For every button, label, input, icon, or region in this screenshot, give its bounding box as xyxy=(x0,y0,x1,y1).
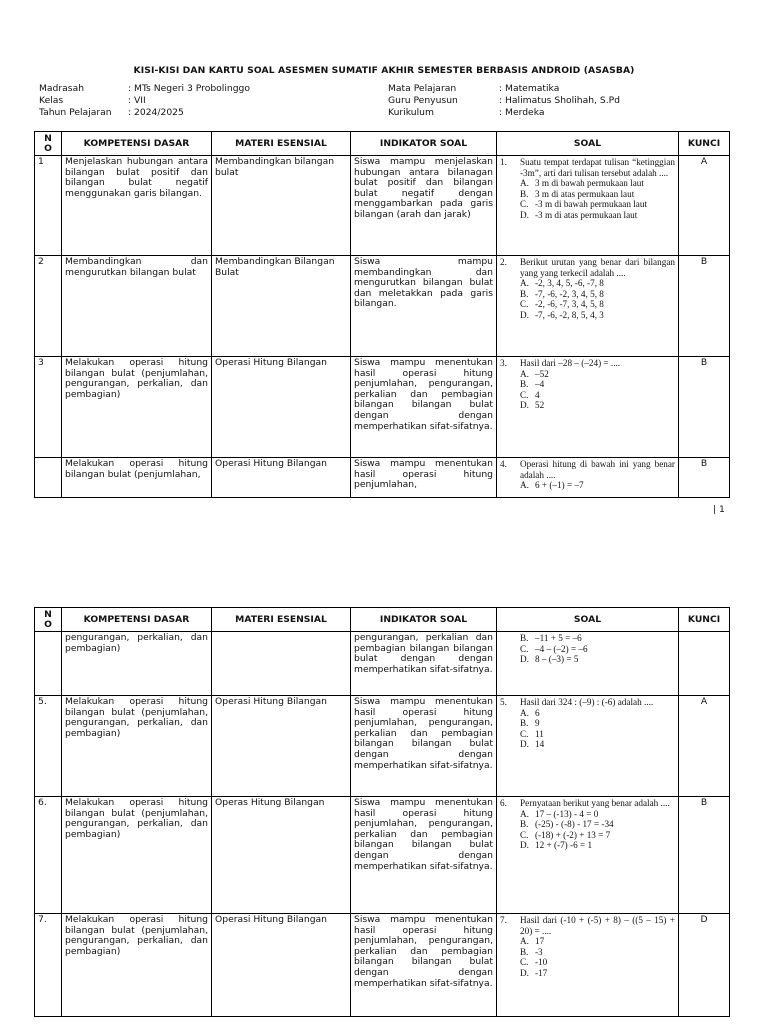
question-number: 7. xyxy=(500,915,507,925)
option-text: -7, -6, -2, 8, 5, 4, 3 xyxy=(535,309,604,320)
table-body xyxy=(35,156,730,498)
cell-materi-esensial: Operasi Hitung Bilangan xyxy=(212,914,351,1017)
answer-option xyxy=(500,718,675,729)
document-page-2 xyxy=(0,600,768,1024)
table-row xyxy=(35,797,730,914)
answer-option xyxy=(500,809,675,820)
meta-label: Madrasah xyxy=(39,83,85,94)
document-title: KISI-KISI DAN KARTU SOAL ASESMEN SUMATIF AKHIR SEMESTER BERBASIS ANDROID (ASASBA) xyxy=(133,65,635,76)
table-body xyxy=(35,632,730,1017)
cell-kompetensi-dasar: Melakukan operasi hitung bilangan bulat (penjumlahan, pengurangan, perkalian, dan pembagian) xyxy=(62,357,212,458)
meta-kurikulum xyxy=(388,107,620,119)
meta-kelas xyxy=(39,95,250,107)
cell-indikator-soal: Siswa mampu menentukan hasil operasi hitung penjumlahan, pengurangan, perkalian dan pembagian bilangan bilangan bulat dengan dengan memperhatikan sifat-sifatnya. xyxy=(351,696,497,797)
cell-soal xyxy=(497,696,679,797)
question-number: 3. xyxy=(500,358,507,368)
option-text: 3 m di bawah permukaan laut xyxy=(535,178,644,189)
header-materi-esensial: MATERI ESENSIAL xyxy=(212,132,351,156)
question-text: Berikut urutan yang benar dari bilangan yang yang terkecil adalah .... xyxy=(520,257,675,278)
cell-no xyxy=(35,632,62,696)
cell-materi-esensial: Membandingkan Bilangan Bulat xyxy=(212,256,351,357)
cell-kompetensi-dasar: Melakukan operasi hitung bilangan bulat (penjumlahan, pengurangan, perkalian, dan pembagian) xyxy=(62,797,212,914)
answer-option xyxy=(500,968,675,979)
meta-label: Mata Pelajaran xyxy=(388,83,457,94)
cell-kompetensi-dasar: pengurangan, perkalian, dan pembagian) xyxy=(62,632,212,696)
meta-guru-penyusun xyxy=(388,95,620,107)
cell-kompetensi-dasar: Menjelaskan hubungan antara bilangan bulat positif dan bilangan bulat negatif menggunakan garis bilangan. xyxy=(62,156,212,256)
cell-indikator-soal: Siswa mampu membandingkan dan mengurutkan bilangan bulat dan meletakkan pada garis bilangan. xyxy=(351,256,497,357)
option-letter: C. xyxy=(520,643,529,654)
option-text: -7, -6, -2, 3, 4, 5, 8 xyxy=(535,288,604,299)
question-stem xyxy=(500,459,675,480)
option-letter: A. xyxy=(520,707,529,718)
option-text: 3 m di atas permukaan laut xyxy=(535,188,635,199)
question-number: 2. xyxy=(500,257,507,267)
cell-kunci: D xyxy=(679,914,730,1017)
meta-mata-pelajaran xyxy=(388,83,620,95)
header-materi-esensial: MATERI ESENSIAL xyxy=(212,608,351,632)
option-letter: A. xyxy=(520,480,529,491)
option-letter: A. xyxy=(520,808,529,819)
option-letter: D. xyxy=(520,739,529,750)
header-soal: SOAL xyxy=(497,608,679,632)
option-letter: B. xyxy=(520,718,529,729)
meta-value: : Merdeka xyxy=(499,107,545,118)
question-stem xyxy=(500,697,675,708)
option-text: 6 + (–1) = –7 xyxy=(535,480,584,491)
answer-option xyxy=(500,654,675,665)
option-letter: B. xyxy=(520,946,529,957)
cell-kunci: B xyxy=(679,357,730,458)
cell-no: 6. xyxy=(35,797,62,914)
meta-label: Kurikulum xyxy=(388,107,434,118)
question-stem xyxy=(500,798,675,809)
header-kunci: KUNCI xyxy=(679,132,730,156)
cell-indikator-soal: Siswa mampu menentukan hasil operasi hitung penjumlahan, pengurangan, perkalian dan pembagian bilangan bilangan bulat dengan dengan memperhatikan sifat-sifatnya. xyxy=(351,357,497,458)
answer-option xyxy=(500,178,675,189)
cell-materi-esensial: Operasi Hitung Bilangan xyxy=(212,458,351,498)
header-no: N O xyxy=(35,132,62,156)
question-text: Hasil dari –28 – (–24) = .... xyxy=(520,358,621,368)
option-text: -3 m di bawah permukaan laut xyxy=(535,199,647,210)
option-text: –52 xyxy=(535,368,549,379)
meta-tahun-pelajaran xyxy=(39,107,250,119)
option-text: -3 m di atas permukaan laut xyxy=(535,209,638,220)
option-letter: D. xyxy=(520,840,529,851)
option-letter: D. xyxy=(520,209,529,220)
table-row xyxy=(35,357,730,458)
option-letter: B. xyxy=(520,188,529,199)
table-header-row xyxy=(35,608,730,632)
option-text: –4 – (–2) = –6 xyxy=(535,643,588,654)
answer-option xyxy=(500,199,675,210)
option-letter: A. xyxy=(520,936,529,947)
cell-indikator-soal: Siswa mampu menentukan hasil operasi hitung penjumlahan, pengurangan, perkalian dan pembagian bilangan bilangan bulat dengan dengan memperhatikan sifat-sifatnya. xyxy=(351,914,497,1017)
option-text: -2, 3, 4, 5, -6, -7, 8 xyxy=(535,278,604,289)
option-text: 17 xyxy=(535,936,545,947)
header-no: N O xyxy=(35,608,62,632)
question-text: Pernyataan berikut yang benar adalah .... xyxy=(520,798,670,808)
cell-soal xyxy=(497,156,679,256)
option-letter: B. xyxy=(520,819,529,830)
option-text: -3 xyxy=(535,946,543,957)
option-text: 6 xyxy=(535,707,540,718)
option-letter: D. xyxy=(520,400,529,411)
option-text: 12 + (-7) -6 = 1 xyxy=(535,840,593,851)
table-row xyxy=(35,256,730,357)
cell-kunci: A xyxy=(679,696,730,797)
meta-label: Tahun Pelajaran xyxy=(39,107,112,118)
cell-materi-esensial: Membandingkan bilangan bulat xyxy=(212,156,351,256)
cell-materi-esensial: Operasi Hitung Bilangan xyxy=(212,696,351,797)
option-letter: D. xyxy=(520,654,529,665)
cell-no: 2 xyxy=(35,256,62,357)
meta-label: Guru Penyusun xyxy=(388,95,458,106)
answer-option xyxy=(500,708,675,719)
question-text: Suatu tempat terdapat tulisan “ketinggian -3m”, arti dari tulisan tersebut adalah .... xyxy=(520,157,675,178)
answer-option xyxy=(500,310,675,321)
question-number: 4. xyxy=(500,459,507,469)
option-letter: A. xyxy=(520,178,529,189)
meta-value: : Halimatus Sholihah, S.Pd xyxy=(499,95,620,106)
cell-kunci: B xyxy=(679,797,730,914)
option-text: 17 – (-13) - 4 = 0 xyxy=(535,808,599,819)
answer-option xyxy=(500,210,675,221)
cell-indikator-soal: Siswa mampu menentukan hasil operasi hitung penjumlahan, pengurangan, perkalian dan pembagian bilangan bilangan bulat dengan dengan memperhatikan sifat-sifatnya. xyxy=(351,797,497,914)
header-kompetensi-dasar: KOMPETENSI DASAR xyxy=(62,608,212,632)
option-text: 8 – (–3) = 5 xyxy=(535,654,579,665)
option-text: –4 xyxy=(535,379,545,390)
answer-option xyxy=(500,840,675,851)
question-number: 1. xyxy=(500,157,507,167)
answer-option xyxy=(500,400,675,411)
answer-option xyxy=(500,739,675,750)
option-text: 11 xyxy=(535,728,544,739)
cell-indikator-soal: Siswa mampu menjelaskan hubungan antara bilanagan bulat positif dan bilangan bulat negatif dengan menggambarkan pada garis bilangan (arah dan jarak) xyxy=(351,156,497,256)
answer-option xyxy=(500,379,675,390)
question-number: 5. xyxy=(500,697,507,707)
cell-materi-esensial: Operas Hitung Bilangan xyxy=(212,797,351,914)
cell-kunci: A xyxy=(679,156,730,256)
cell-kompetensi-dasar: Melakukan operasi hitung bilangan bulat (penjumlahan, xyxy=(62,458,212,498)
answer-option xyxy=(500,729,675,740)
cell-kompetensi-dasar: Membandingkan dan mengurutkan bilangan bulat xyxy=(62,256,212,357)
cell-soal xyxy=(497,914,679,1017)
cell-soal xyxy=(497,797,679,914)
meta-value: : MTs Negeri 3 Probolinggo xyxy=(128,83,251,94)
header-soal: SOAL xyxy=(497,132,679,156)
cell-no: 1 xyxy=(35,156,62,256)
cell-no: 7. xyxy=(35,914,62,1017)
question-stem xyxy=(500,358,675,369)
question-stem xyxy=(500,157,675,178)
question-number: 6. xyxy=(500,798,507,808)
header-kunci: KUNCI xyxy=(679,608,730,632)
option-text: -2, -6, -7, 3, 4, 5, 8 xyxy=(535,299,604,310)
option-text: 9 xyxy=(535,718,540,729)
option-text: 52 xyxy=(535,400,545,411)
option-text: 14 xyxy=(535,739,545,750)
cell-no: 3 xyxy=(35,357,62,458)
option-letter: D. xyxy=(520,309,529,320)
answer-option xyxy=(500,957,675,968)
option-letter: C. xyxy=(520,389,529,400)
question-grid-table xyxy=(34,131,730,498)
option-letter: B. xyxy=(520,379,529,390)
cell-no: 5. xyxy=(35,696,62,797)
option-letter: B. xyxy=(520,633,529,643)
cell-materi-esensial xyxy=(212,632,351,696)
answer-option xyxy=(500,189,675,200)
question-text: Hasil dari (-10 + (-5) + 8) – ((5 – 15) + 20) = .... xyxy=(520,915,675,936)
cell-kunci xyxy=(679,632,730,696)
option-text: 4 xyxy=(535,389,540,400)
option-letter: C. xyxy=(520,728,529,739)
table-row xyxy=(35,632,730,696)
cell-kunci: B xyxy=(679,458,730,498)
option-text: (-25) - (-8) - 17 = -34 xyxy=(535,819,614,830)
meta-value: : Matematika xyxy=(499,83,560,94)
meta-left xyxy=(39,83,250,119)
option-text: (-18) + (-2) + 13 = 7 xyxy=(535,829,611,840)
option-letter: D. xyxy=(520,967,529,978)
option-letter: C. xyxy=(520,829,529,840)
answer-option xyxy=(500,644,675,655)
option-letter: C. xyxy=(520,199,529,210)
cell-indikator-soal: pengurangan, perkalian dan pembagian bilangan bilangan bulat dengan dengan memperhatikan sifat-sifatnya. xyxy=(351,632,497,696)
question-grid-table xyxy=(34,607,730,1017)
answer-option xyxy=(500,390,675,401)
table-row xyxy=(35,914,730,1017)
option-letter: C. xyxy=(520,957,529,968)
question-text: Operasi hitung di bawah ini yang benar adalah .... xyxy=(520,459,675,480)
header-indikator-soal: INDIKATOR SOAL xyxy=(351,132,497,156)
meta-madrasah xyxy=(39,83,250,95)
cell-kompetensi-dasar: Melakukan operasi hitung bilangan bulat (penjumlahan, pengurangan, perkalian, dan pembagian) xyxy=(62,696,212,797)
cell-indikator-soal: Siswa mampu menentukan hasil operasi hitung penjumlahan, xyxy=(351,458,497,498)
table-row xyxy=(35,696,730,797)
cell-materi-esensial: Operasi Hitung Bilangan xyxy=(212,357,351,458)
answer-option xyxy=(500,289,675,300)
cell-kunci: B xyxy=(679,256,730,357)
option-text: -17 xyxy=(535,967,548,978)
cell-soal xyxy=(497,357,679,458)
answer-option xyxy=(500,480,675,491)
answer-option xyxy=(500,369,675,380)
answer-option xyxy=(500,819,675,830)
cell-soal xyxy=(497,632,679,696)
option-letter: A. xyxy=(520,368,529,379)
table-row xyxy=(35,156,730,256)
cell-soal xyxy=(497,458,679,498)
table-row xyxy=(35,458,730,498)
option-letter: C. xyxy=(520,299,529,310)
answer-option xyxy=(500,278,675,289)
answer-option xyxy=(500,936,675,947)
answer-option xyxy=(500,299,675,310)
table-header-row xyxy=(35,132,730,156)
meta-value: : 2024/2025 xyxy=(128,107,184,118)
meta-right xyxy=(388,83,620,119)
cell-soal xyxy=(497,256,679,357)
option-letter: B. xyxy=(520,288,529,299)
answer-option xyxy=(500,947,675,958)
cell-no xyxy=(35,458,62,498)
page-number: | 1 xyxy=(713,504,725,515)
answer-option xyxy=(500,830,675,841)
option-text: –11 + 5 = –6 xyxy=(535,633,582,643)
option-letter: A. xyxy=(520,278,529,289)
question-stem xyxy=(500,915,675,936)
header-kompetensi-dasar: KOMPETENSI DASAR xyxy=(62,132,212,156)
answer-option xyxy=(500,633,675,644)
question-stem xyxy=(500,257,675,278)
meta-label: Kelas xyxy=(39,95,64,106)
cell-kompetensi-dasar: Melakukan operasi hitung bilangan bulat (penjumlahan, pengurangan, perkalian, dan pembagian) xyxy=(62,914,212,1017)
question-text: Hasil dari 324 : (–9) : (-6) adalah .... xyxy=(520,697,654,707)
option-text: -10 xyxy=(535,957,548,968)
meta-value: : VII xyxy=(128,95,146,106)
header-indikator-soal: INDIKATOR SOAL xyxy=(351,608,497,632)
